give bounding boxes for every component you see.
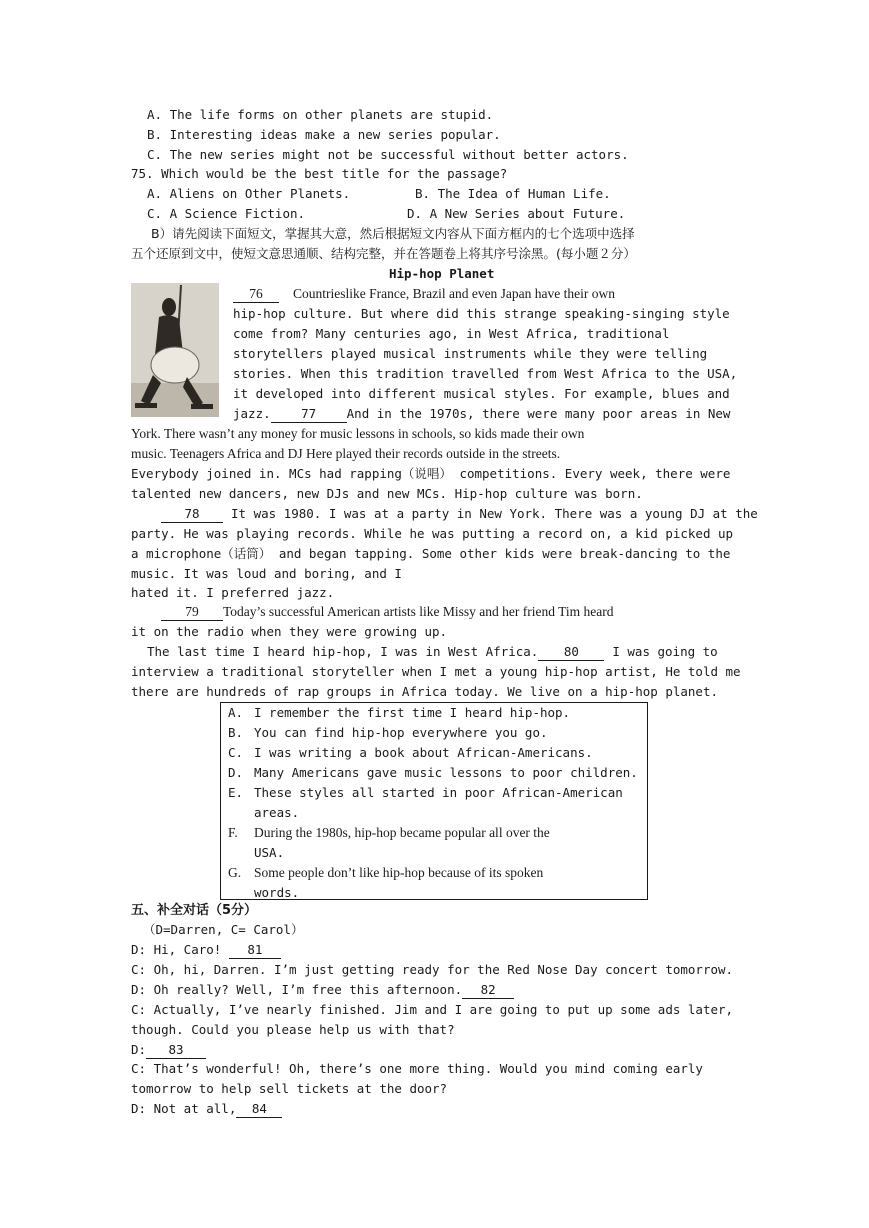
passage-p1-line11: talented new dancers, new DJs and new MCs. Hip-hop culture was born.: [131, 486, 643, 501]
q75-option-c: C. A Science Fiction.: [147, 206, 306, 221]
box-option-f[interactable]: [228, 823, 550, 843]
passage-p1-line4: storytellers played musical instruments while they were telling: [233, 346, 708, 361]
passage-text: And in the 1970s, there were many poor areas in New: [346, 406, 731, 421]
passage-text: It was 1980. I was at a party in New York. There was a young DJ at the: [231, 506, 758, 521]
q75-stem: 75. Which would be the best title for the passage?: [131, 166, 508, 181]
option-key: C.: [228, 745, 244, 760]
dialog-c2-line1: C: Actually, I’ve nearly finished. Jim and I are going to put up some ads later,: [131, 1002, 734, 1017]
option-text: I was writing a book about African-Americans.: [254, 745, 593, 760]
passage-p2-line2: party. He was playing records. While he was putting a record on, a kid picked up: [131, 526, 734, 541]
option-key: E.: [228, 785, 244, 800]
passage-p1-line5: stories. When this tradition travelled from West Africa to the USA,: [233, 366, 738, 381]
option-key: F.: [228, 825, 238, 840]
q74-option-a: A. The life forms on other planets are stupid.: [147, 107, 494, 122]
dialog-d2: [131, 980, 514, 1000]
box-option-d[interactable]: [228, 763, 638, 783]
passage-text: jazz.: [233, 406, 271, 421]
option-key: B.: [228, 725, 244, 740]
dialog-text: D: Not at all,: [131, 1101, 237, 1116]
passage-text: Today’s successful American artists like Missy and her friend Tim heard: [223, 604, 614, 619]
dialog-d1: [131, 940, 281, 960]
storyteller-photo: [131, 283, 219, 417]
dialog-c1: C: Oh, hi, Darren. I’m just getting ready for the Red Nose Day concert tomorrow.: [131, 962, 734, 977]
box-option-a[interactable]: [228, 703, 570, 723]
box-option-e[interactable]: [228, 783, 623, 803]
section5-cast: （D=Darren, C= Carol）: [143, 922, 304, 937]
option-text: These styles all started in poor African-American: [254, 785, 623, 800]
passage-p1-line3: come from? Many centuries ago, in West Africa, traditional: [233, 326, 670, 341]
blank-79[interactable]: 79: [161, 604, 223, 621]
section5-heading: 五、补全对话（5分）: [131, 903, 258, 918]
passage-p3-line1: [161, 602, 614, 622]
dialog-text: D: Hi, Caro!: [131, 942, 222, 957]
blank-83[interactable]: 83: [146, 1042, 206, 1059]
passage-p2-line4: music. It was loud and boring, and I: [131, 566, 402, 581]
passage-text: The last time I heard hip-hop, I was in West Africa.: [147, 644, 539, 659]
passage-title: Hip-hop Planet: [389, 266, 495, 281]
dialog-d4: [131, 1099, 282, 1119]
passage-p4-line2: interview a traditional storyteller when I met a young hip-hop artist, He told me: [131, 664, 741, 679]
section-b-instruction-line1: B）请先阅读下面短文，掌握其大意，然后根据短文内容从下面方框内的七个选项中选择: [151, 226, 635, 241]
passage-p1-line10: Everybody joined in. MCs had rapping（说唱） competitions. Every week, there were: [131, 466, 731, 481]
box-option-e-cont: areas.: [254, 805, 300, 820]
option-text: You can find hip-hop everywhere you go.: [254, 725, 548, 740]
passage-p2-line3: a microphone（话筒） and began tapping. Some other kids were break-dancing to the: [131, 546, 731, 561]
option-key: G.: [228, 865, 242, 880]
dialog-text: D: Oh really? Well, I’m free this afternoon.: [131, 982, 463, 997]
q75-option-a: A. Aliens on Other Planets.: [147, 186, 351, 201]
section-b-instruction-line2: 五个还原到文中，使短文意思通顺、结构完整，并在答题卷上将其序号涂黑。(每小题２分）: [131, 246, 636, 261]
option-key: A.: [228, 705, 244, 720]
blank-81[interactable]: 81: [229, 942, 281, 959]
blank-80[interactable]: 80: [538, 644, 604, 661]
dialog-c3-line1: C: That’s wonderful! Oh, there’s one more thing. Would you mind coming early: [131, 1061, 703, 1076]
box-option-g-cont: words.: [254, 885, 300, 900]
option-text: Some people don’t like hip-hop because of its spoken: [254, 865, 544, 880]
option-text: I remember the first time I heard hip-hop.: [254, 705, 571, 720]
blank-76[interactable]: 76: [233, 286, 279, 303]
blank-84[interactable]: 84: [236, 1101, 282, 1118]
box-option-b[interactable]: [228, 723, 548, 743]
q75-option-d: D. A New Series about Future.: [407, 206, 626, 221]
storyteller-figure-icon: [131, 283, 219, 417]
passage-p3-line2: it on the radio when they were growing up.: [131, 624, 448, 639]
passage-p2-line5: hated it. I preferred jazz.: [131, 585, 335, 600]
passage-p4-line3: there are hundreds of rap groups in Africa today. We live on a hip-hop planet.: [131, 684, 718, 699]
passage-p1-line8: York. There wasn’t any money for music lessons in schools, so kids made their own: [131, 426, 585, 441]
dialog-c2-line2: though. Could you please help us with that?: [131, 1022, 455, 1037]
box-option-c[interactable]: [228, 743, 593, 763]
passage-p1-line1: [233, 284, 615, 304]
box-option-f-cont: USA.: [254, 845, 285, 860]
option-text: Many Americans gave music lessons to poor children.: [254, 765, 638, 780]
passage-p1-line2: hip-hop culture. But where did this strange speaking-singing style: [233, 306, 730, 321]
blank-77[interactable]: 77: [271, 406, 347, 423]
option-key: D.: [228, 765, 244, 780]
passage-p1-line9: music. Teenagers Africa and DJ Here played their records outside in the streets.: [131, 446, 561, 461]
dialog-c3-line2: tomorrow to help sell tickets at the door?: [131, 1081, 448, 1096]
q74-option-b: B. Interesting ideas make a new series popular.: [147, 127, 501, 142]
passage-p4-line1: [147, 642, 718, 662]
passage-p1-line6: it developed into different musical styles. For example, blues and: [233, 386, 730, 401]
passage-text: Countrieslike France, Brazil and even Japan have their own: [293, 286, 616, 301]
q75-option-b: B. The Idea of Human Life.: [415, 186, 611, 201]
dialog-text: D:: [131, 1042, 147, 1057]
passage-p1-line7: [233, 404, 730, 424]
blank-78[interactable]: 78: [161, 506, 223, 523]
passage-text: I was going to: [612, 644, 718, 659]
box-option-g[interactable]: [228, 863, 543, 883]
passage-p2-line1: [161, 504, 758, 524]
dialog-d3: [131, 1040, 206, 1060]
options-box: [220, 702, 648, 900]
option-text: During the 1980s, hip-hop became popular all over the: [254, 825, 550, 840]
q74-option-c: C. The new series might not be successful without better actors.: [147, 147, 629, 162]
blank-82[interactable]: 82: [462, 982, 514, 999]
